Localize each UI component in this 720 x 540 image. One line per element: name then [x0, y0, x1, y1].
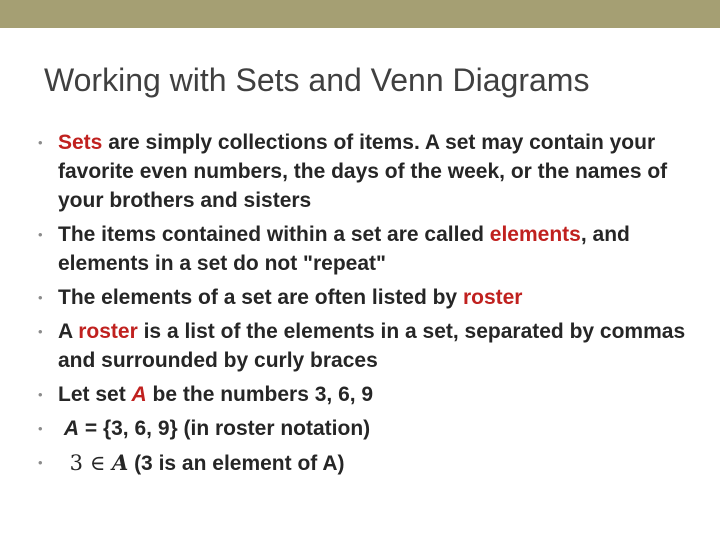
bullet-marker: • — [38, 227, 43, 242]
bullet-text: be the numbers 3, 6, 9 — [146, 383, 374, 406]
set-variable-a: A — [111, 450, 129, 475]
bullet-roster-definition — [38, 317, 698, 375]
slide-title: Working with Sets and Venn Diagrams — [44, 62, 590, 98]
bullet-marker: • — [38, 421, 43, 436]
bullet-text: , and elements in a set do not "repeat" — [58, 223, 630, 275]
term-roster: roster — [462, 286, 523, 309]
bullet-text: The items contained within a set are called — [58, 223, 490, 246]
bullet-marker: • — [38, 387, 43, 402]
bullet-marker: • — [38, 135, 43, 150]
set-variable-a: A — [63, 417, 80, 440]
bullet-set-a-example — [38, 380, 698, 409]
bullet-marker: • — [38, 290, 43, 305]
term-roster: roster — [78, 320, 138, 343]
bullet-text: A — [58, 320, 79, 343]
bullet-element-of — [38, 448, 698, 478]
bullet-roster-notation — [38, 414, 698, 443]
bullet-sets-definition — [38, 128, 698, 215]
bullet-text: is a list of the elements in a set, separated by commas and surrounded by curly braces — [58, 320, 686, 372]
bullet-text: Let set — [58, 383, 132, 406]
bullet-list — [38, 128, 698, 483]
top-decorative-bar — [0, 0, 720, 28]
bullet-marker: • — [38, 324, 43, 339]
bullet-roster-intro — [38, 283, 698, 312]
bullet-text: (3 is an element of A) — [128, 452, 345, 475]
bullet-text: = {3, 6, 9} (in roster notation) — [79, 417, 371, 440]
bullet-text: The elements of a set are often listed by — [58, 286, 463, 309]
bullet-marker: • — [38, 455, 43, 470]
bullet-text: are simply collections of items. A set may contain your favorite even numbers, the days of the week, or the names of your brothers and sisters — [58, 131, 668, 212]
element-of-expression: 3 ∈ — [69, 451, 112, 475]
bullet-elements-definition — [38, 220, 698, 278]
term-sets: Sets — [58, 131, 103, 154]
set-variable-a: A — [131, 383, 147, 406]
term-elements: elements — [489, 223, 581, 246]
